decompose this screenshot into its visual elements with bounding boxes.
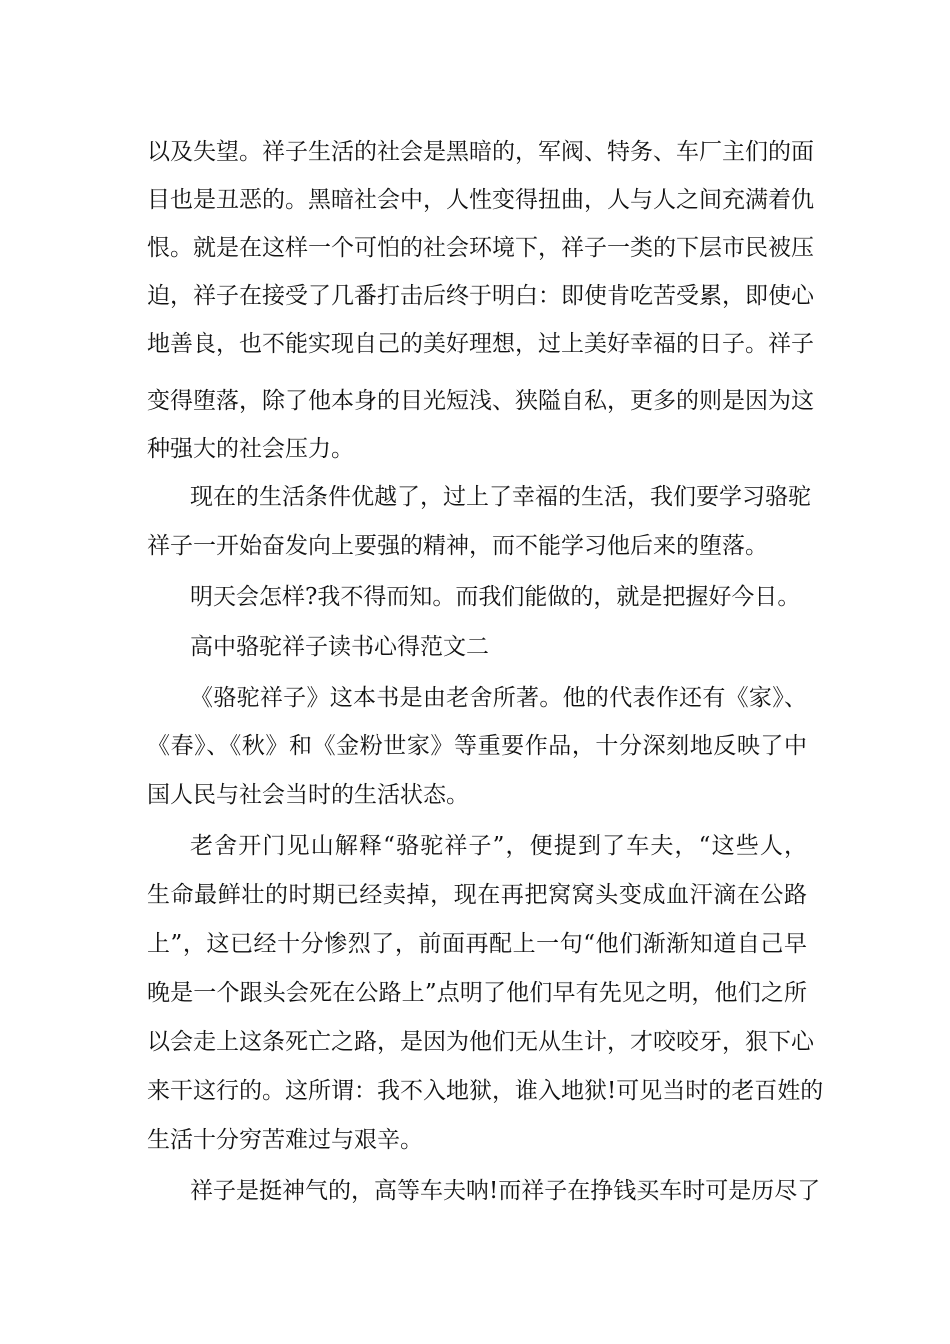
text-line: 目也是丑恶的。黑暗社会中，人性变得扭曲，人与人之间充满着仇 — [147, 187, 814, 213]
text-line: 祥子是挺神气的，高等车夫呐!而祥子在挣钱买车时可是历尽了 — [190, 1178, 821, 1204]
text-line: 国人民与社会当时的生活状态。 — [147, 782, 469, 808]
text-line: 现在的生活条件优越了，过上了幸福的生活，我们要学习骆驼 — [190, 484, 811, 510]
text-line: 老舍开门见山解释“骆驼祥子”，便提到了车夫，“这些人， — [190, 833, 807, 859]
text-line: 祥子一开始奋发向上要强的精神，而不能学习他后来的堕落。 — [147, 533, 768, 559]
text-line: 以会走上这条死亡之路，是因为他们无从生计，才咬咬牙，狠下心 — [147, 1029, 814, 1055]
section-heading: 高中骆驼祥子读书心得范文二 — [190, 634, 489, 660]
text-line: 明天会怎样?我不得而知。而我们能做的，就是把握好今日。 — [190, 584, 801, 610]
text-line: 恨。就是在这样一个可怕的社会环境下，祥子一类的下层市民被压 — [147, 235, 814, 261]
text-line: 地善良，也不能实现自己的美好理想，过上美好幸福的日子。祥子 — [147, 331, 814, 357]
text-line: 《春》、《秋》和《金粉世家》等重要作品，十分深刻地反映了中 — [147, 733, 807, 759]
text-line: 生命最鲜壮的时期已经卖掉，现在再把窝窝头变成血汗滴在公路 — [147, 882, 807, 908]
text-line: 种强大的社会压力。 — [147, 436, 354, 462]
text-line: 变得堕落，除了他本身的目光短浅、狭隘自私，更多的则是因为这 — [147, 388, 814, 414]
text-line: 生活十分穷苦难过与艰辛。 — [147, 1127, 423, 1153]
text-line: 以及失望。祥子生活的社会是黑暗的，军阀、特务、车厂主们的面 — [147, 139, 814, 165]
text-line: 来干这行的。这所谓：我不入地狱，谁入地狱!可见当时的老百姓的 — [147, 1078, 824, 1104]
text-line: 迫，祥子在接受了几番打击后终于明白：即使肯吃苦受累，即使心 — [147, 283, 814, 309]
text-line: 上”，这已经十分惨烈了，前面再配上一句“他们渐渐知道自己早 — [147, 931, 807, 957]
text-line: 晚是一个跟头会死在公路上”点明了他们早有先见之明，他们之所 — [147, 980, 807, 1006]
text-line: 《骆驼祥子》这本书是由老舍所著。他的代表作还有《家》、 — [190, 685, 807, 711]
